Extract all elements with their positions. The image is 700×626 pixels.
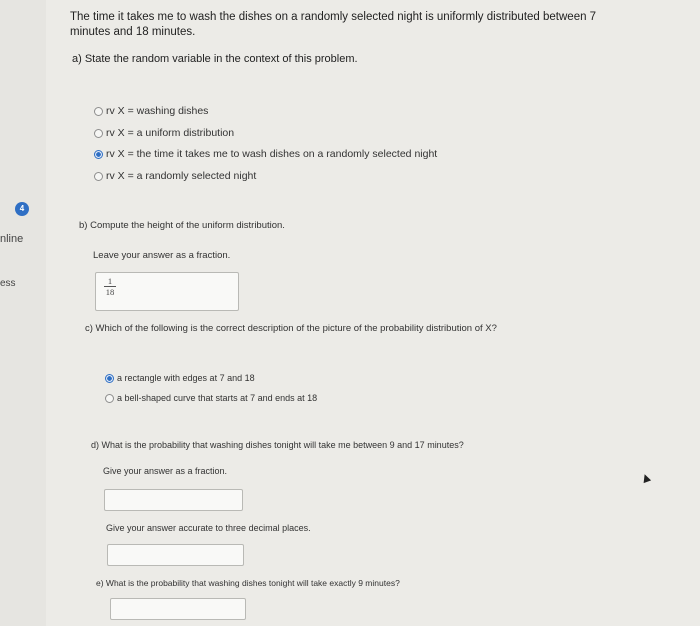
part-a-option-2[interactable] bbox=[94, 127, 234, 139]
sidebar-online-label[interactable]: nline bbox=[0, 233, 24, 245]
mouse-cursor-icon bbox=[641, 473, 651, 483]
question-panel bbox=[46, 0, 700, 626]
part-c-option-2[interactable] bbox=[105, 393, 317, 403]
radio-button[interactable] bbox=[105, 394, 114, 403]
part-b-prompt: b) Compute the height of the uniform distribution. bbox=[79, 220, 285, 231]
option-label: a rectangle with edges at 7 and 18 bbox=[117, 373, 255, 383]
option-label: rv X = a randomly selected night bbox=[106, 170, 257, 182]
radio-button-selected[interactable] bbox=[105, 374, 114, 383]
part-d-decimal-input[interactable] bbox=[107, 544, 244, 566]
part-a-option-4[interactable] bbox=[94, 170, 256, 182]
option-label: rv X = the time it takes me to wash dishes on a randomly selected night bbox=[106, 148, 438, 160]
question-intro: The time it takes me to wash the dishes on a randomly selected night is uniformly distributed between 7 minutes and 18 minutes. bbox=[70, 11, 597, 38]
part-e-prompt: e) What is the probability that washing dishes tonight will take exactly 9 minutes? bbox=[96, 578, 400, 588]
part-b-instruction: Leave your answer as a fraction. bbox=[93, 250, 231, 261]
part-b-answer-input[interactable] bbox=[95, 272, 239, 311]
option-label: rv X = washing dishes bbox=[106, 105, 209, 117]
fraction-numerator: 1 bbox=[104, 277, 116, 287]
part-d-fraction-input[interactable] bbox=[104, 489, 243, 511]
question-number-badge[interactable]: 4 bbox=[15, 202, 29, 216]
part-c-option-1[interactable] bbox=[105, 373, 255, 383]
option-label: rv X = a uniform distribution bbox=[106, 127, 235, 139]
part-a-prompt: a) State the random variable in the context of this problem. bbox=[72, 53, 358, 65]
part-e-answer-input[interactable] bbox=[110, 598, 246, 620]
part-a-option-3[interactable] bbox=[94, 148, 437, 160]
part-d-fraction-instruction: Give your answer as a fraction. bbox=[103, 466, 228, 476]
sidebar bbox=[0, 0, 46, 626]
part-c-prompt: c) Which of the following is the correct description of the picture of the probability distribution of X? bbox=[85, 323, 497, 334]
fraction-denominator: 18 bbox=[105, 287, 115, 297]
radio-button-selected[interactable] bbox=[94, 150, 103, 159]
option-label: a bell-shaped curve that starts at 7 and ends at 18 bbox=[117, 393, 318, 403]
part-d-prompt: d) What is the probability that washing dishes tonight will take me between 9 and 17 minutes? bbox=[91, 440, 464, 450]
part-d-decimal-instruction: Give your answer accurate to three decimal places. bbox=[106, 523, 311, 533]
sidebar-progress-label[interactable]: ess bbox=[0, 278, 16, 289]
fraction-answer bbox=[104, 277, 116, 297]
radio-button[interactable] bbox=[94, 129, 103, 138]
radio-button[interactable] bbox=[94, 172, 103, 181]
radio-button[interactable] bbox=[94, 107, 103, 116]
part-a-option-1[interactable] bbox=[94, 105, 208, 117]
